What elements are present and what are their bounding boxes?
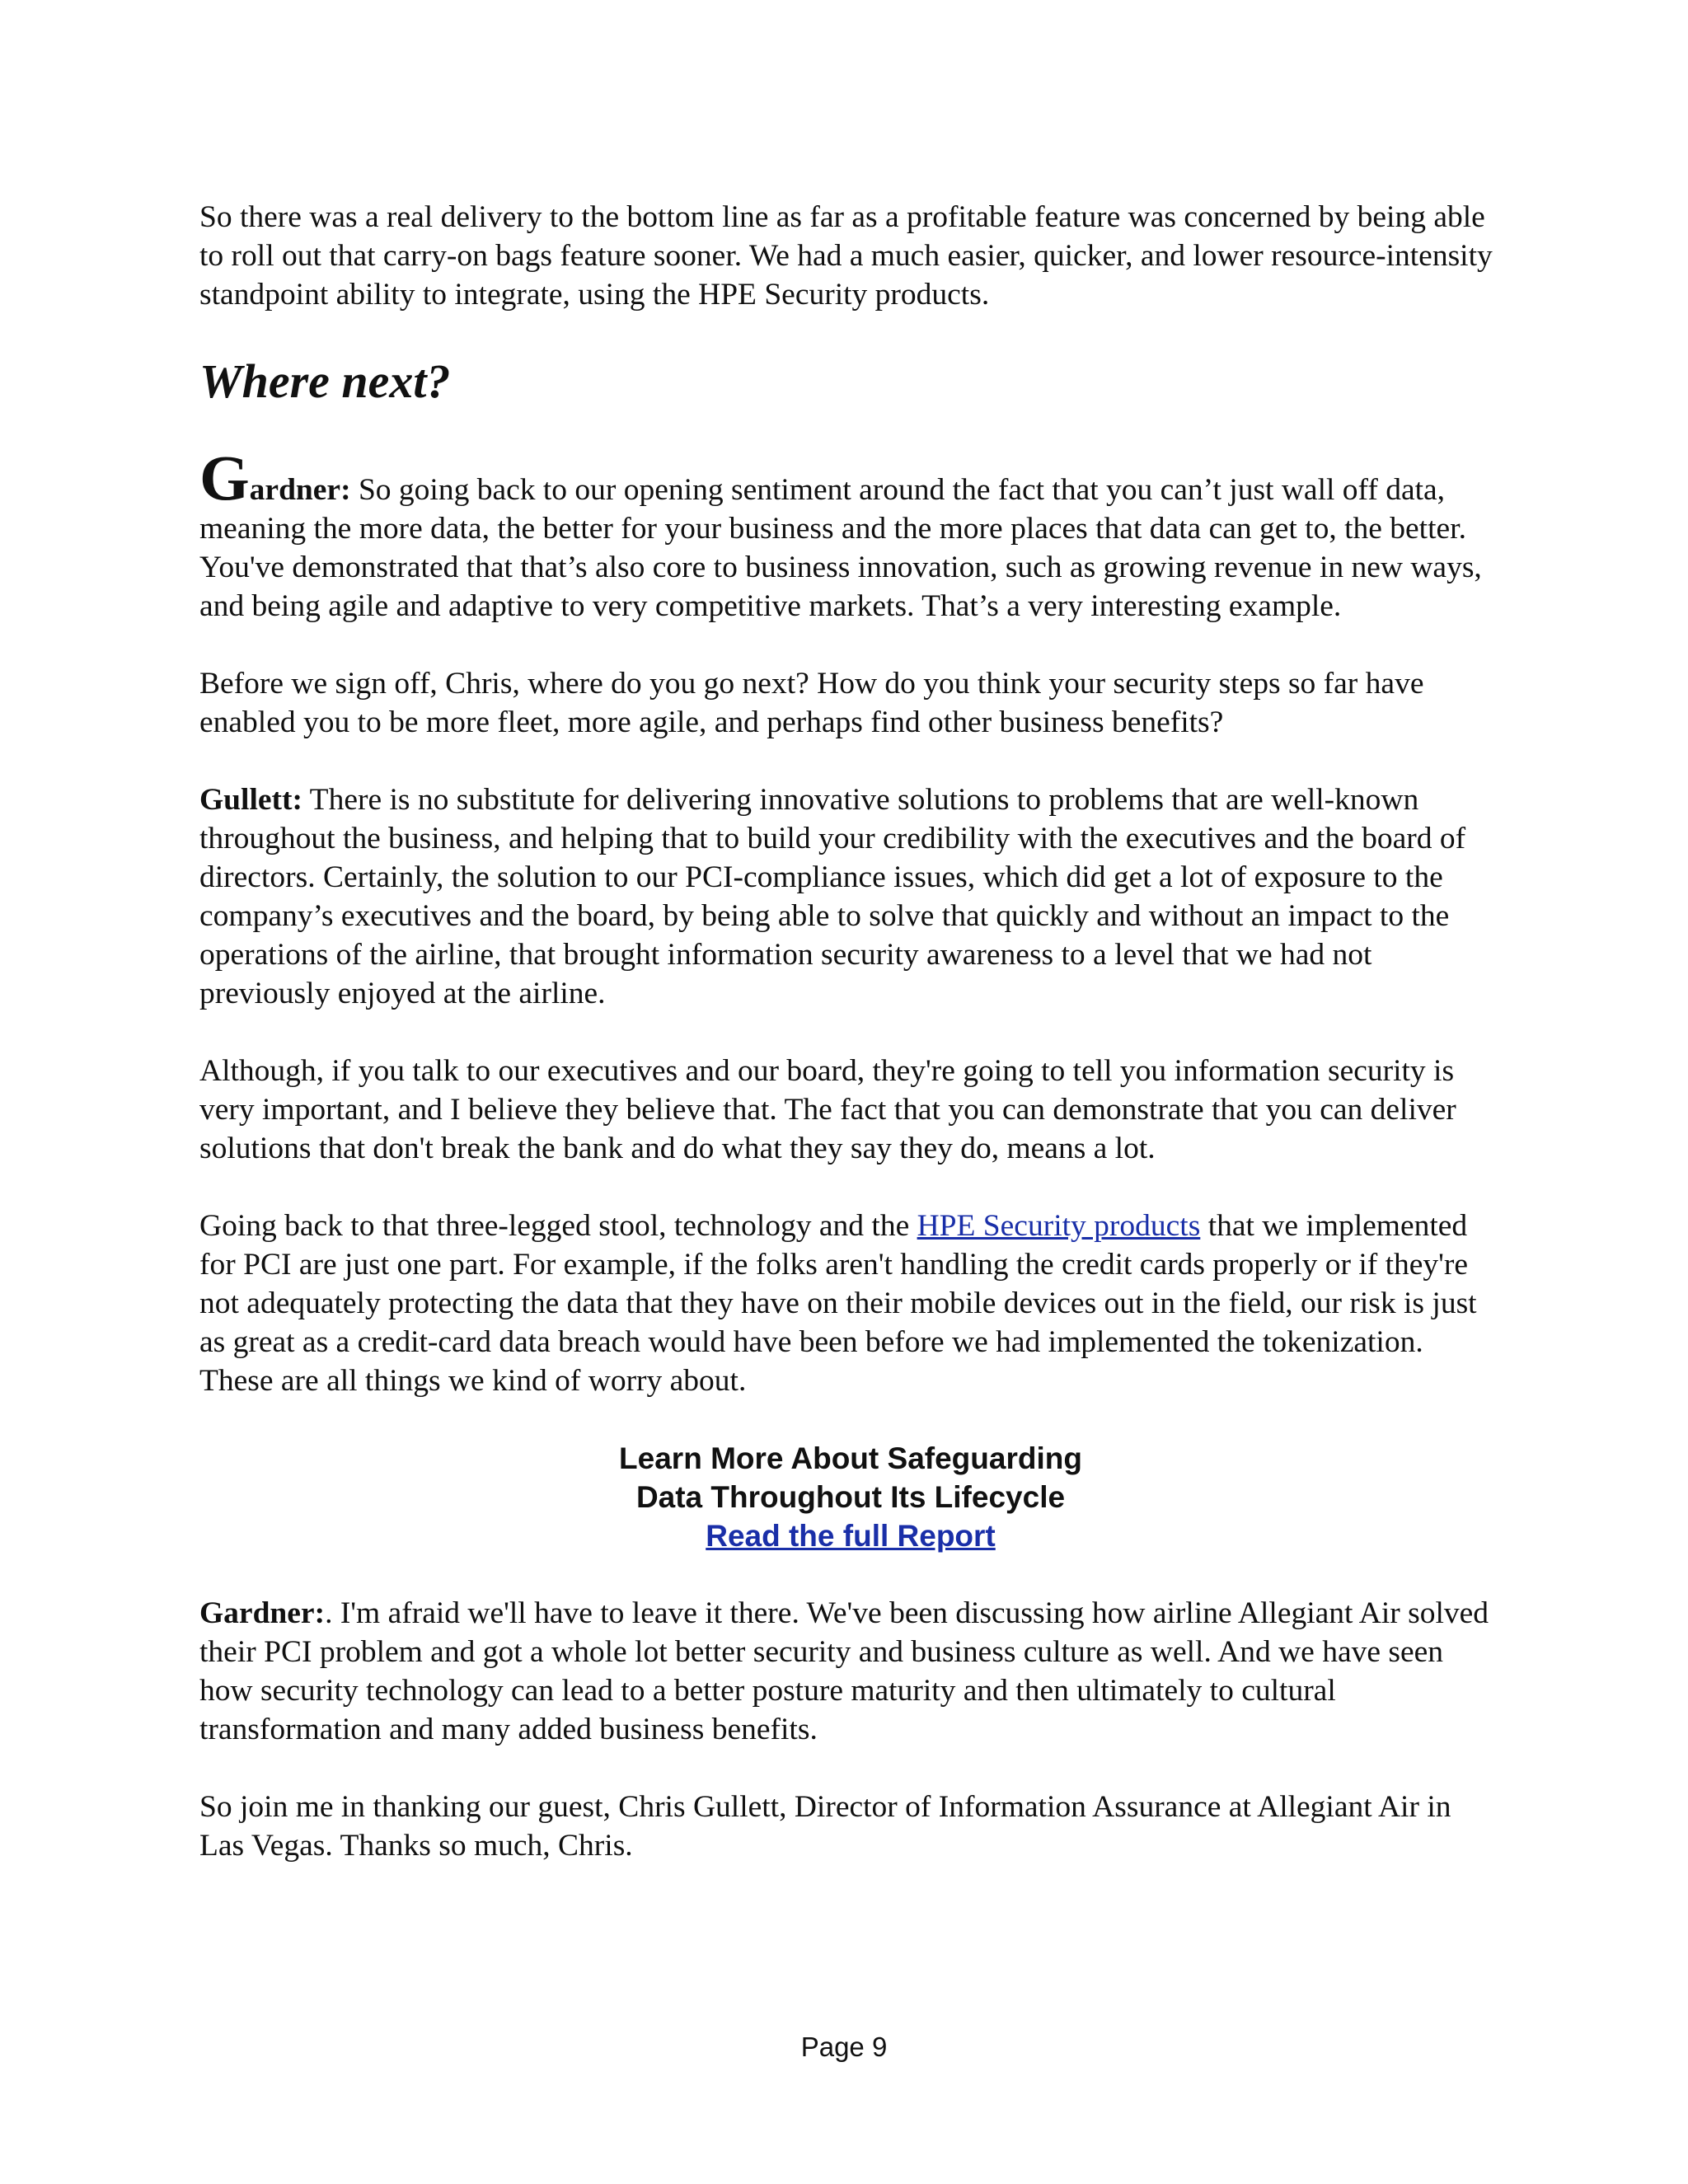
- paragraph-gullett-answer: [199, 780, 1502, 1013]
- speaker-label-gardner: ardner:: [249, 473, 351, 507]
- drop-cap-letter: G: [199, 442, 250, 513]
- paragraph-text: . I'm afraid we'll have to leave it there. We've been discussing how airline Allegiant Air solved their PCI problem and got a whole lot better security and business culture as well. And we have seen how security technology can lead to a better posture maturity and then ultimately to cultural transformation and many added business benefits.: [199, 1596, 1489, 1746]
- paragraph-text: Going back to that three-legged stool, technology and the: [199, 1209, 917, 1243]
- page-number: Page 9: [800, 2032, 888, 2062]
- paragraph-text: So going back to our opening sentiment around the fact that you can’t just wall off data, meaning the more data, the better for your business and the more places that data can get to, the better. You've demonstrated that that’s also core to business innovation, such as growing revenue in new ways, and being agile and adaptive to very competitive markets. That’s a very interesting example.: [199, 473, 1482, 623]
- paragraph-text: There is no substitute for delivering innovative solutions to problems that are well-known throughout the business, and helping that to build your credibility with the executives and the board of directors. Certainly, the solution to our PCI-compliance issues, which did get a lot of exposure to the company’s executives and the board, by being able to solve that quickly and without an impact to the operations of the airline, that brought information security awareness to a level that we had not previously enjoyed at the airline.: [199, 783, 1466, 1010]
- paragraph-gardner-closing: [199, 1594, 1502, 1749]
- speaker-label-gardner: Gardner:: [199, 1596, 326, 1630]
- section-heading: Where next?: [199, 354, 451, 408]
- paragraph-although: Although, if you talk to our executives and our board, they're going to tell you information security is very important, and I believe they believe that. The fact that you can demonstrate that you can deliver solutions that don't break the bank and do what they say they do, means a lot.: [199, 1054, 1456, 1165]
- paragraph-thanks: So join me in thanking our guest, Chris Gullett, Director of Information Assurance at Allegiant Air in Las Vegas. Thanks so much, Chris.: [199, 1790, 1451, 1863]
- hpe-security-products-link[interactable]: HPE Security products: [917, 1209, 1201, 1243]
- read-full-report-link[interactable]: Read the full Report: [706, 1519, 996, 1553]
- callout-line-1: Learn More About Safeguarding: [619, 1441, 1082, 1475]
- paragraph-three-legged-stool: [199, 1207, 1502, 1400]
- paragraph-bottom-line: So there was a real delivery to the bottom line as far as a profitable feature was concerned by being able to roll out that carry-on bags feature sooner. We had a much easier, quicker, and lower resource-intensity standpoint ability to integrate, using the HPE Security products.: [199, 200, 1493, 312]
- document-body: [199, 198, 1502, 1904]
- paragraph-gardner-opening: [199, 442, 1502, 626]
- speaker-label-gullett: Gullett:: [199, 783, 302, 817]
- learn-more-callout: [199, 1439, 1502, 1555]
- callout-line-2: Data Throughout Its Lifecycle: [635, 1480, 1066, 1514]
- paragraph-text: that we implemented for PCI are just one part. For example, if the folks aren't handling the credit cards properly or if they're not adequately protecting the data that they have on their mobile devices out in the field, our risk is just as great as a credit-card data breach would have been before we had implemented the tokenization. These are all things we kind of worry about.: [199, 1209, 1477, 1398]
- paragraph-before-sign-off: Before we sign off, Chris, where do you go next? How do you think your security steps so far have enabled you to be more fleet, more agile, and perhaps find other business benefits?: [199, 667, 1424, 739]
